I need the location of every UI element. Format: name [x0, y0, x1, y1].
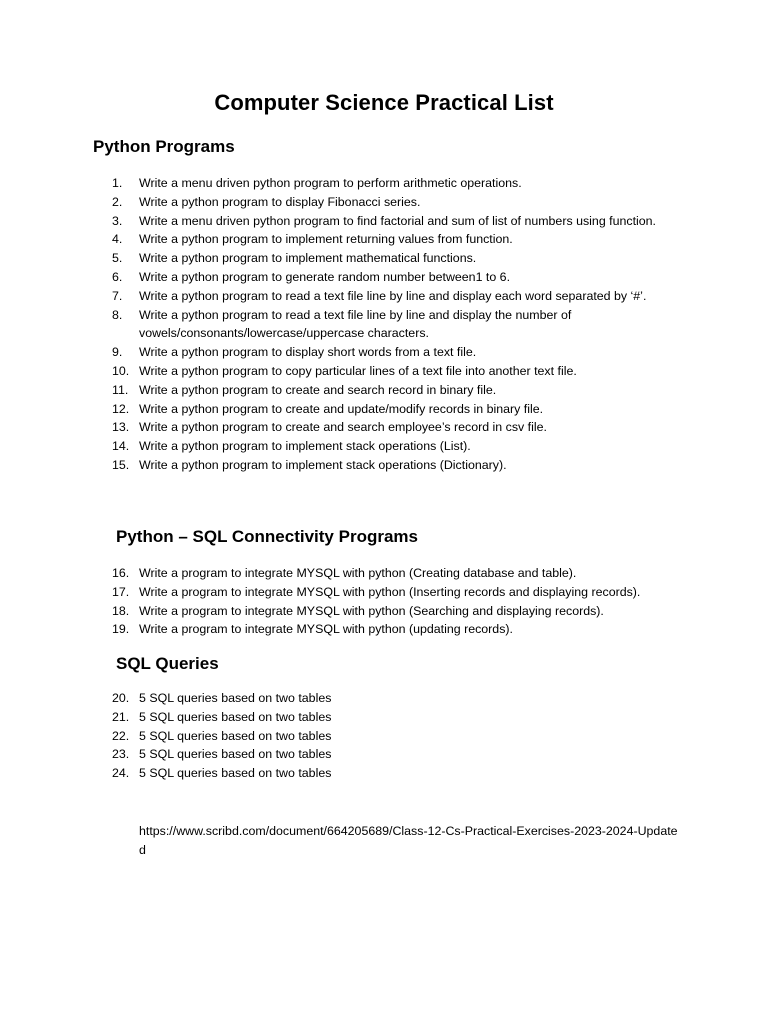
list-item-number: 2. [112, 194, 123, 209]
list-item-text: Write a python program to create and search employee’s record in csv file. [139, 420, 547, 435]
list-item [112, 287, 682, 306]
list-item-text: Write a program to integrate MYSQL with python (updating records). [139, 622, 513, 637]
list-item-text: Write a program to integrate MYSQL with python (Searching and displaying records). [139, 603, 604, 618]
list-item-number: 6. [112, 269, 123, 284]
section-heading-python-programs: Python Programs [93, 137, 235, 156]
page-title: Computer Science Practical List [214, 90, 554, 115]
list-item-number: 15. [112, 457, 130, 472]
list-item [112, 306, 682, 344]
list-item [112, 602, 682, 621]
list-item [112, 764, 682, 783]
list-item-number: 11. [112, 382, 129, 397]
footer-source-link[interactable]: https://www.scribd.com/document/664205689/Class-12-Cs-Practical-Exercises-2023-2024-Updated [139, 824, 678, 857]
list-item-text: 5 SQL queries based on two tables [139, 766, 332, 781]
list-item-number: 12. [112, 401, 130, 416]
list-item-number: 10. [112, 363, 130, 378]
list-item-text: Write a python program to generate random number between1 to 6. [139, 269, 511, 284]
list-item [112, 230, 682, 249]
list-item [112, 689, 682, 708]
list-item [112, 583, 682, 602]
list-item [112, 343, 682, 362]
list-item-number: 23. [112, 747, 130, 762]
list-item-number: 9. [112, 345, 123, 360]
section-heading-sql-connectivity: Python – SQL Connectivity Programs [116, 527, 418, 546]
list-item-text: Write a python program to implement stack operations (Dictionary). [139, 457, 507, 472]
list-item [112, 400, 682, 419]
list-item-number: 16. [112, 566, 130, 580]
list-item-text: 5 SQL queries based on two tables [139, 747, 332, 762]
sql-connectivity-list [112, 564, 682, 639]
list-item-number: 22. [112, 728, 130, 743]
list-item [112, 212, 682, 231]
list-item-number: 7. [112, 288, 123, 303]
section-heading-sql-queries: SQL Queries [116, 654, 219, 673]
list-item-text: Write a menu driven python program to perform arithmetic operations. [139, 176, 522, 190]
list-item [112, 745, 682, 764]
list-item-number: 21. [112, 709, 130, 724]
list-item-number: 4. [112, 232, 123, 247]
list-item [112, 708, 682, 727]
list-item-number: 13. [112, 420, 130, 435]
list-item-text: Write a program to integrate MYSQL with python (Inserting records and displaying records). [139, 584, 641, 599]
list-item-text: Write a python program to read a text file line by line and display each word separated by ‘#’. [139, 288, 647, 303]
list-item-number: 8. [112, 307, 123, 322]
list-item-number: 18. [112, 603, 130, 618]
list-item-text: Write a python program to create and search record in binary file. [139, 382, 497, 397]
list-item-text: Write a python program to copy particular lines of a text file into another text file. [139, 363, 577, 378]
list-item [112, 456, 682, 475]
list-item-number: 3. [112, 213, 123, 228]
list-item-text: Write a python program to display Fibonacci series. [139, 194, 421, 209]
list-item [112, 193, 682, 212]
list-item-number: 20. [112, 691, 130, 705]
sql-queries-list [112, 689, 682, 783]
list-item [112, 174, 682, 193]
list-item-number: 24. [112, 766, 130, 781]
list-item [112, 268, 682, 287]
list-item [112, 620, 682, 639]
list-item-number: 1. [112, 176, 123, 190]
list-item [112, 362, 682, 381]
list-item-text: Write a menu driven python program to find factorial and sum of list of numbers using function. [139, 213, 656, 228]
list-item [112, 437, 682, 456]
list-item [112, 381, 682, 400]
list-item-text: Write a python program to implement mathematical functions. [139, 251, 477, 266]
list-item-text: 5 SQL queries based on two tables [139, 691, 332, 705]
list-item [112, 418, 682, 437]
list-item-text: Write a python program to implement returning values from function. [139, 232, 513, 247]
list-item-text: 5 SQL queries based on two tables [139, 709, 332, 724]
list-item-text: Write a python program to read a text file line by line and display the number of vowels/consonants/lowercase/uppercase characters. [139, 307, 572, 341]
list-item-number: 14. [112, 439, 130, 454]
list-item-text: Write a python program to display short words from a text file. [139, 345, 477, 360]
list-item-text: Write a python program to create and update/modify records in binary file. [139, 401, 544, 416]
list-item-text: Write a program to integrate MYSQL with python (Creating database and table). [139, 566, 577, 580]
list-item-number: 19. [112, 622, 130, 637]
list-item-text: Write a python program to implement stack operations (List). [139, 439, 471, 454]
list-item [112, 564, 682, 583]
list-item [112, 727, 682, 746]
python-programs-list [112, 174, 682, 475]
list-item-text: 5 SQL queries based on two tables [139, 728, 332, 743]
list-item [112, 249, 682, 268]
list-item-number: 5. [112, 251, 123, 266]
list-item-number: 17. [112, 584, 130, 599]
